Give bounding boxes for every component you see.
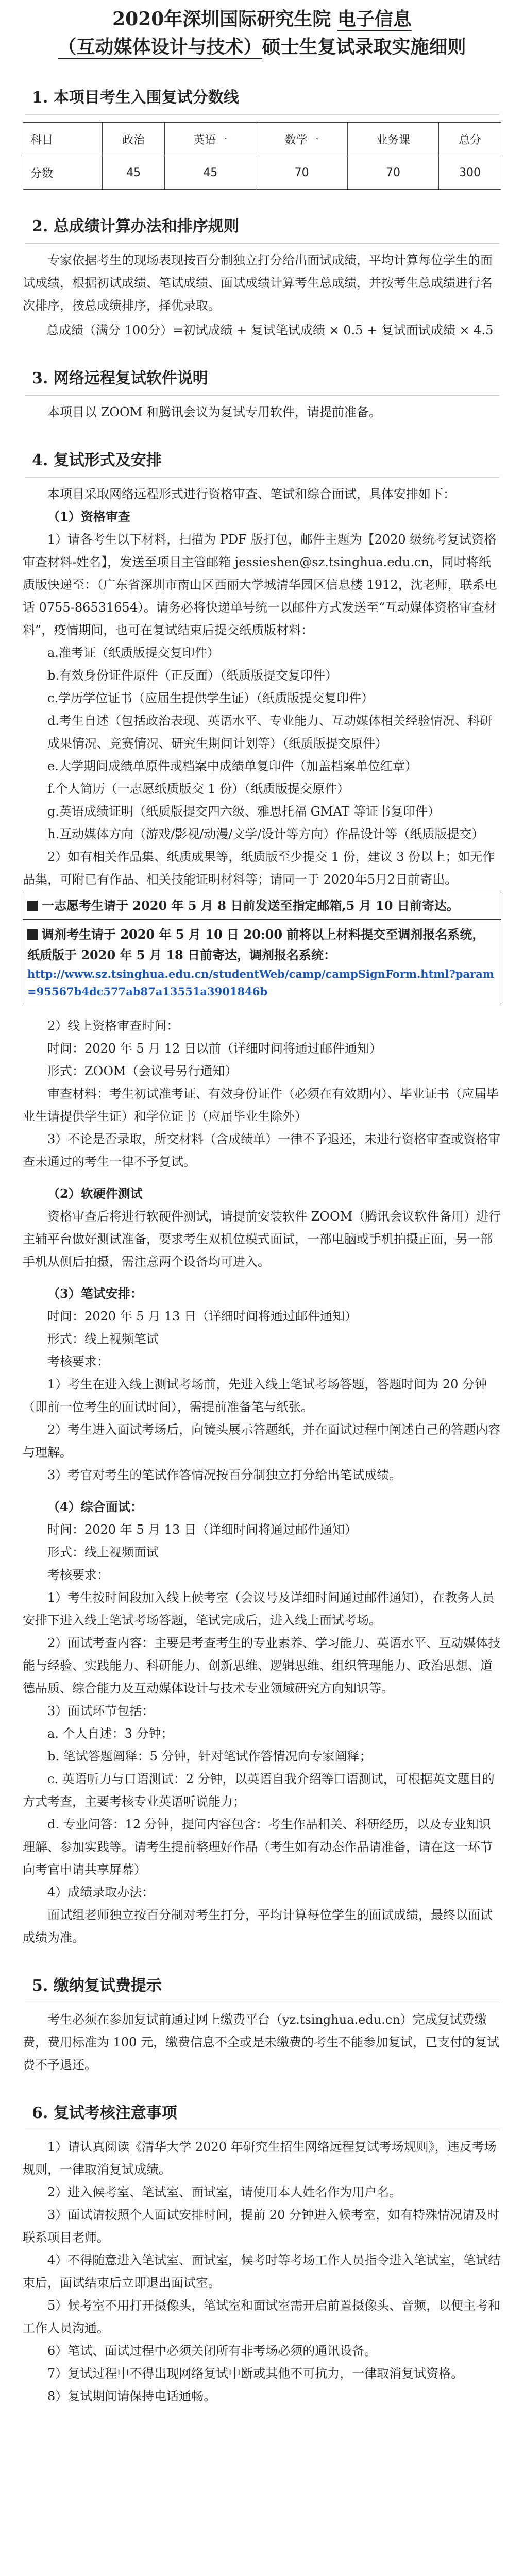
online-review-form: 形式：ZOOM（会议号另行通知） bbox=[47, 1064, 238, 1078]
title-direction: （互动媒体设计与技术） bbox=[58, 36, 262, 58]
interview-requirement: 2）面试考查内容：主要是考查考生的专业素养、学习能力、英语水平、互动媒体技能与经验、实践能力、科研能力、创新思维、逻辑思维、组织管理能力、政治思想、道德品质、综合能力及互动媒体设计与技术专业领域研究方向知识等。 bbox=[23, 1636, 501, 1696]
software-test-paragraph: 资格审查后将进行软硬件测试，请提前安装软件 ZOOM（腾讯会议软件备用）进行主辅平台做好测试准备，要求考生双机位模式面试，一部电脑或手机拍摄正面，另一部手机从侧后拍摄，需注意两个设备均可进入。 bbox=[23, 1209, 501, 1269]
portfolio-note: 2）如有相关作品集、纸质成果等，纸质版至少提交 1 份，建议 3 份以上；如无作品集，可附已有作品、相关技能证明材料等；请同一于 2020年5月2日前寄出。 bbox=[23, 850, 495, 887]
material-item: g.英语成绩证明（纸质版提交四六级、雅思托福 GMAT 等证书复印件） bbox=[47, 804, 441, 819]
square-bullet-icon bbox=[27, 901, 38, 911]
material-item: f.个人简历（一志愿纸质版交 1 份）（纸质版提交原件） bbox=[47, 782, 350, 796]
table-cell: 70 bbox=[347, 156, 438, 190]
table-cell: 政治 bbox=[103, 123, 165, 156]
table-cell: 300 bbox=[439, 156, 501, 190]
written-test-requirement: 1）考生在进入线上测试考场前，先进入线上笔试考场答题，答题时间为 20 分钟（即前一位考生的面试时间），需提前准备笔与纸张。 bbox=[23, 1377, 487, 1414]
section-5-paragraph: 考生必须在参加复试前通过网上缴费平台（yz.tsinghua.edu.cn）完成复试费缴费，费用标准为 100 元，缴费信息不全或是未缴费的考生不能参加复试，已支付的复试费不予退还。 bbox=[23, 2012, 500, 2072]
title-program: 电子信息 bbox=[337, 8, 412, 30]
section-4-intro: 本项目采取网络远程形式进行资格审查、笔试和综合面试，具体安排如下： bbox=[47, 487, 455, 501]
table-cell: 分数 bbox=[23, 156, 103, 190]
notice-item: 4）不得随意进入笔试室、面试室，候考时等考场工作人员指令进入笔试室，笔试结束后，面试结束后立即退出面试室。 bbox=[23, 2253, 501, 2290]
written-test-requirement: 2）考生进入面试考场后，向镜头展示答题纸，并在面试过程中阐述自己的答题内容与理解。 bbox=[23, 1422, 501, 1460]
section-5-heading: 5. 缴纳复试费提示 bbox=[25, 1968, 499, 2003]
material-item: c.学历学位证书（应届生提供学生证）（纸质版提交复印件） bbox=[47, 691, 374, 705]
section-1-heading: 1. 本项目考生入围复试分数线 bbox=[25, 79, 499, 115]
deadline-box-first-choice bbox=[23, 892, 501, 920]
section-2-heading: 2. 总成绩计算办法和排序规则 bbox=[25, 208, 499, 244]
interview-form: 形式：线上视频面试 bbox=[47, 1545, 159, 1560]
page-title bbox=[0, 0, 524, 61]
deadline-box-adjustment bbox=[23, 921, 501, 1004]
score-formula: 总成绩（满分 100分）=初试成绩 + 复试笔试成绩 × 0.5 + 复试面试成绩 × 4.5 bbox=[46, 323, 494, 337]
score-table-header bbox=[23, 123, 501, 156]
online-review-time: 时间：2020 年 5 月 12 日以前（详细时间将通过邮件通知） bbox=[47, 1041, 382, 1056]
material-item: a.准考证（纸质版提交复印件） bbox=[47, 646, 219, 660]
materials-no-return-note: 3）不论是否录取，所交材料（含成绩单）一律不予退还，未进行资格审查或资格审查未通过的考生一律不予复试。 bbox=[23, 1132, 501, 1169]
material-item: h.互动媒体方向（游戏/影视/动漫/文学/设计等方向）作品设计等（纸质版提交） bbox=[47, 827, 484, 841]
table-cell: 业务课 bbox=[347, 123, 438, 156]
score-table bbox=[23, 122, 501, 190]
subsection-qualification-title: （1）资格审查 bbox=[47, 509, 130, 524]
adjustment-system-link[interactable]: http://www.sz.tsinghua.edu.cn/studentWeb/camp/campSignForm.html?param=95567b4dc577ab87a13551a3901846b bbox=[27, 968, 494, 998]
written-test-requirements-title: 考核要求： bbox=[47, 1354, 109, 1369]
qualification-paragraph: 1）请各考生以下材料，扫描为 PDF 版打包，邮件主题为【2020 级统考复试资格审查材料-姓名】，发送至项目主管邮箱 jessieshen@sz.tsinghua.edu.cn，同时将纸质版快递至：（广东省深圳市南山区西丽大学城清华园区信息楼 1912，沈老师，联系电话 0755-86531654）。请务必将快递单号统一以邮件方式发送至“互动媒体资格审查材料”，疫情期间，也可在复试结束后提交纸质版材料： bbox=[23, 532, 497, 637]
interview-requirement: 3）面试环节包括： bbox=[47, 1704, 155, 1718]
notice-item: 7）复试过程中不得出现网络复试中断或其他不可抗力，一律取消复试资格。 bbox=[47, 2366, 464, 2381]
notice-item: 6）笔试、面试过程中必须关闭所有非考场必须的通讯设备。 bbox=[47, 2344, 377, 2358]
material-item: e.大学期间成绩单原件或档案中成绩单复印件（加盖档案单位红章） bbox=[47, 759, 417, 773]
material-item: d.考生自述（包括政治表现、英语水平、专业能力、互动媒体相关经验情况、科研成果情况、竞赛情况、研究生期间计划等）（纸质版提交原件） bbox=[47, 714, 492, 751]
written-test-time: 时间：2020 年 5 月 13 日（详细时间将通过邮件通知） bbox=[47, 1309, 358, 1324]
square-bullet-icon bbox=[27, 929, 38, 940]
interview-scoring-paragraph: 面试组老师独立按百分制对考生打分，平均计算每位学生的面试成绩，最终以面试成绩为准。 bbox=[23, 1908, 493, 1945]
online-review-materials: 审查材料：考生初试准考证、有效身份证件（必须在有效期内）、毕业证书（应届毕业生请提供学生证）和学位证书（应届毕业生除外） bbox=[23, 1087, 499, 1124]
table-cell: 数学一 bbox=[256, 123, 347, 156]
section-3-heading: 3. 网络远程复试软件说明 bbox=[25, 360, 499, 396]
deadline-adjustment-text: 调剂考生请于 2020 年 5 月 10 日 20:00 前将以上材料提交至调剂报名系统，纸质版于 2020 年 5 月 18 日前寄达，调剂报名系统： bbox=[27, 927, 485, 962]
title-line1-prefix: 2020年深圳国际研究生院 bbox=[112, 8, 331, 30]
table-cell: 70 bbox=[256, 156, 347, 190]
notice-item: 8）复试期间请保持电话通畅。 bbox=[47, 2389, 216, 2403]
table-cell: 总分 bbox=[439, 123, 501, 156]
section-6-heading: 6. 复试考核注意事项 bbox=[25, 2095, 499, 2130]
interview-stage: b. 笔试答题阐释：5 分钟，针对笔试作答情况向专家阐释； bbox=[47, 1749, 372, 1764]
deadline-first-choice-text: 一志愿考生请于 2020 年 5 月 8 日前发送至指定邮箱,5 月 10 日前寄达。 bbox=[42, 898, 459, 913]
notice-item: 3）面试请按照个人面试安排时间，提前 20 分钟进入候考室，如有特殊情况请及时联系项目老师。 bbox=[23, 2208, 500, 2245]
table-cell: 45 bbox=[165, 156, 256, 190]
table-cell: 45 bbox=[103, 156, 165, 190]
interview-requirement: 4）成绩录取办法： bbox=[47, 1885, 155, 1900]
online-review-title: 2）线上资格审查时间： bbox=[47, 1019, 179, 1033]
interview-stage: a. 个人自述：3 分钟； bbox=[47, 1726, 174, 1741]
subsection-interview-title: （4）综合面试： bbox=[47, 1499, 143, 1514]
interview-requirement: 1）考生按时间段加入线上候考室（会议号及详细时间通过邮件通知），在教务人员安排下进入线上笔试考场答题，笔试完成后，进入线上面试考场。 bbox=[23, 1590, 495, 1628]
notice-item: 2）进入候考室、笔试室、面试室，请使用本人姓名作为用户名。 bbox=[47, 2185, 402, 2199]
section-2-paragraph: 专家依据考生的现场表现按百分制独立打分给出面试成绩，平均计算每位学生的面试成绩，根据初试成绩、笔试成绩、面试成绩计算考生总成绩，并按考生总成绩进行名次排序，按总成绩排序，择优录取。 bbox=[23, 253, 493, 313]
interview-time: 时间：2020 年 5 月 13 日（详细时间将通过邮件通知） bbox=[47, 1522, 358, 1537]
subsection-written-test-title: （3）笔试安排： bbox=[47, 1286, 143, 1301]
score-table-row bbox=[23, 156, 501, 190]
interview-stage: d. 专业问答：12 分钟，提问内容包含：考生作品相关、科研经历，以及专业知识理解、参加实践等。请考生提前整理好作品（考生如有动态作品请准备，请在这一环节向考官申请共享屏幕） bbox=[23, 1817, 493, 1877]
notice-item: 5）候考室不用打开摄像头，笔试室和面试室需开启前置摄像头、音频，以便主考和工作人员沟通。 bbox=[23, 2298, 501, 2335]
material-item: b.有效身份证件原件（正反面）（纸质版提交复印件） bbox=[47, 668, 337, 683]
interview-stage: c. 英语听力与口语测试：2 分钟，以英语自我介绍等口语测试，可根据英文题目的方式考查，主要考核专业英语听说能力； bbox=[23, 1772, 495, 1809]
written-test-requirement: 3）考官对考生的笔试作答情况按百分制独立打分给出笔试成绩。 bbox=[47, 1468, 402, 1482]
table-cell: 科目 bbox=[23, 123, 103, 156]
notice-item: 1）请认真阅读《清华大学 2020 年研究生招生网络远程复试考场规则》，违反考场规则，一律取消复试成绩。 bbox=[23, 2140, 497, 2177]
written-test-form: 形式：线上视频笔试 bbox=[47, 1332, 159, 1346]
subsection-software-test-title: （2）软硬件测试 bbox=[47, 1186, 143, 1201]
interview-requirements-title: 考核要求： bbox=[47, 1568, 109, 1582]
table-cell: 英语一 bbox=[165, 123, 256, 156]
section-3-paragraph: 本项目以 ZOOM 和腾讯会议为复试专用软件，请提前准备。 bbox=[47, 405, 381, 419]
section-4-heading: 4. 复试形式及安排 bbox=[25, 442, 499, 478]
title-line2-suffix: 硕士生复试录取实施细则 bbox=[262, 36, 466, 58]
